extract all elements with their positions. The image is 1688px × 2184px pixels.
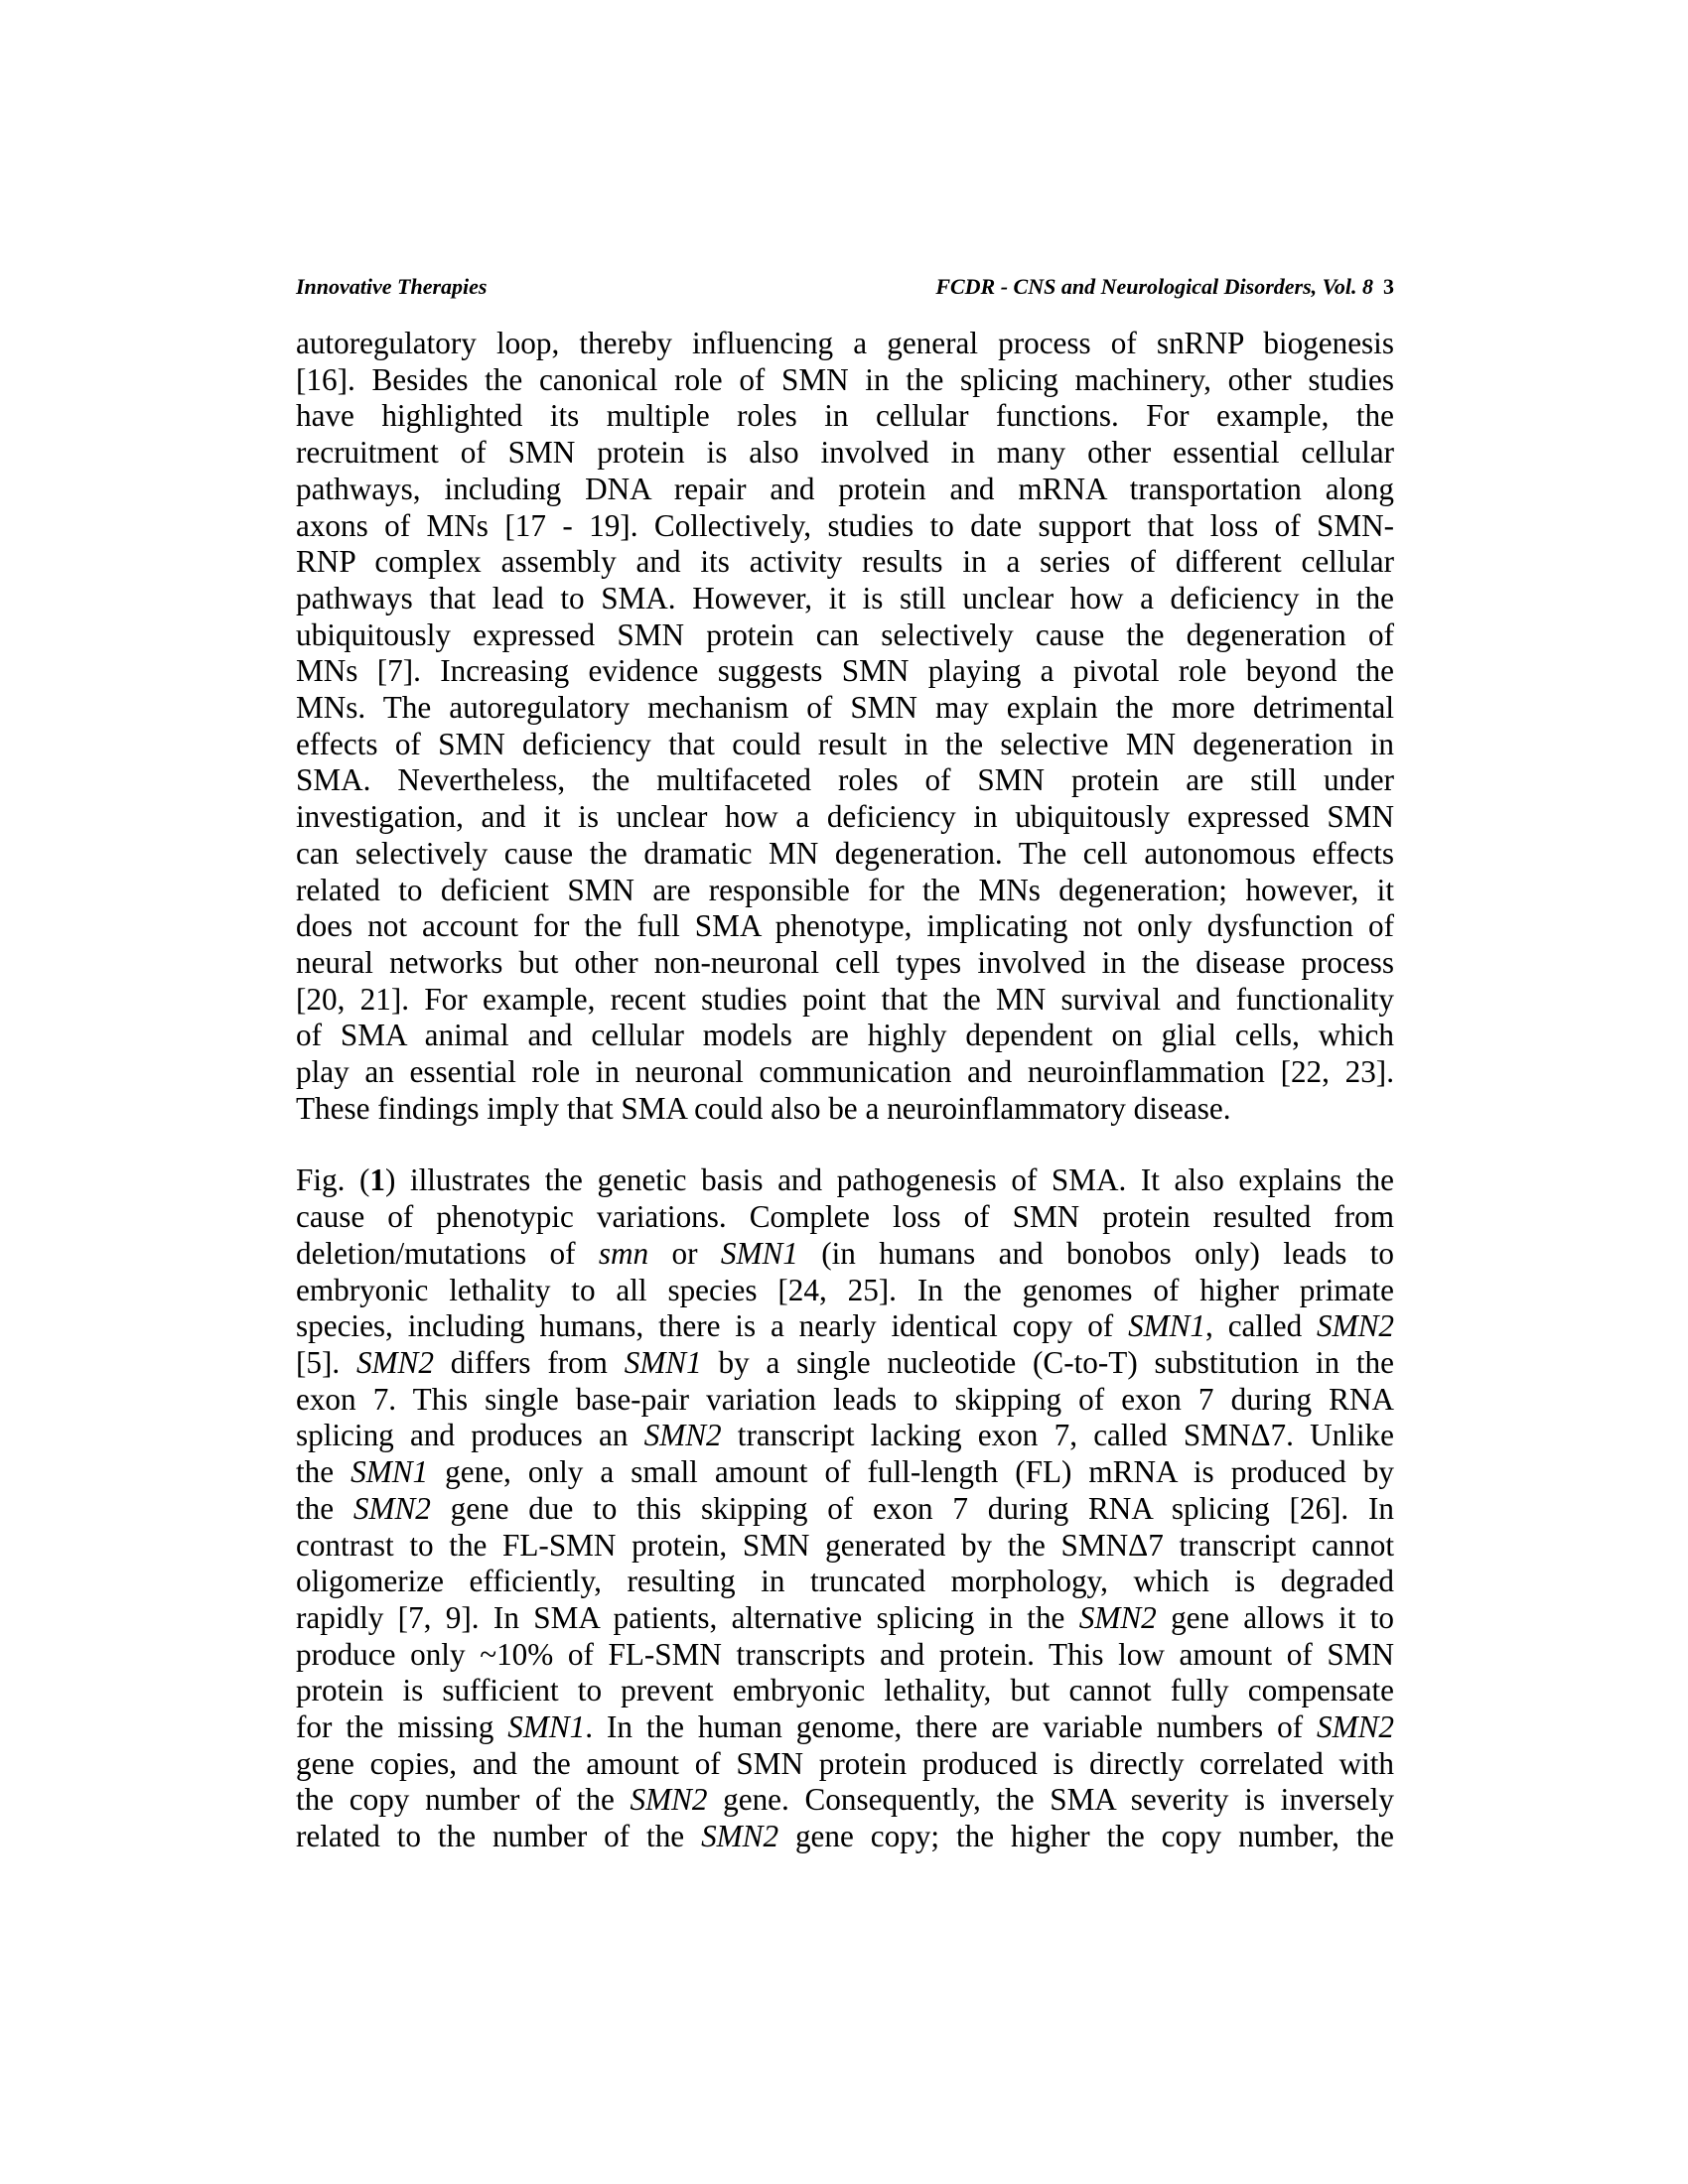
text-segment: oligomerize efficiently, resulting in truncated morphology, which is degraded (296, 1564, 1394, 1599)
text-segment: splicing and produces an (296, 1418, 644, 1453)
text-line (296, 1709, 1394, 1746)
italic-term: SMN1 (351, 1454, 429, 1490)
text-line (296, 544, 1394, 581)
text-line (296, 326, 1394, 362)
text-segment: [20, 21]. For example, recent studies point that the MN survival and functionality (296, 981, 1394, 1017)
text-line (296, 762, 1394, 799)
text-segment: deletion/mutations of (296, 1235, 599, 1271)
text-line (296, 435, 1394, 472)
italic-term: SMN2 (643, 1418, 722, 1453)
page-number: 3 (1383, 274, 1394, 299)
text-line (296, 1528, 1394, 1565)
text-line (296, 1236, 1394, 1273)
text-segment: ubiquitously expressed SMN protein can selectively cause the degeneration of (296, 616, 1394, 652)
italic-term: SMN2 (701, 1819, 779, 1854)
running-header (296, 274, 1394, 306)
text-segment: the copy number of the (296, 1782, 631, 1818)
text-line (296, 472, 1394, 508)
text-line (296, 1454, 1394, 1491)
text-segment: of SMA animal and cellular models are highly dependent on glial cells, which (296, 1018, 1394, 1053)
text-segment: RNP complex assembly and its activity results in a series of different cellular (296, 544, 1394, 580)
text-line (296, 1637, 1394, 1674)
text-segment: exon 7. This single base-pair variation leads to skipping of exon 7 during RNA (296, 1381, 1394, 1417)
text-line (296, 908, 1394, 945)
text-segment: gene copies, and the amount of SMN protein produced is directly correlated with (296, 1745, 1394, 1781)
text-line (296, 873, 1394, 909)
text-segment: gene. Consequently, the SMA severity is inversely (707, 1782, 1394, 1818)
text-line (296, 581, 1394, 617)
text-segment: gene due to this skipping of exon 7 during RNA splicing [26]. In (430, 1490, 1394, 1526)
text-segment: SMA. Nevertheless, the multifaceted roles of SMN protein are still under (296, 762, 1394, 798)
text-line (296, 362, 1394, 399)
text-segment: These findings imply that SMA could also be a neuroinflammatory disease. (296, 1090, 1231, 1126)
text-segment: have highlighted its multiple roles in cellular functions. For example, the (296, 398, 1394, 434)
figure-number: 1 (369, 1162, 385, 1198)
text-segment: Fig. ( (296, 1162, 370, 1198)
text-segment: by a single nucleotide (C-to-T) substitution in the (701, 1344, 1394, 1380)
paragraph (296, 326, 1394, 1127)
text-line (296, 508, 1394, 545)
text-segment: transcript lacking exon 7, called SMNΔ7. Unlike (721, 1418, 1394, 1453)
text-segment: the (296, 1454, 352, 1490)
text-segment: related to the number of the (296, 1819, 702, 1854)
text-segment: axons of MNs [17 - 19]. Collectively, studies to date support that loss of SMN- (296, 507, 1394, 543)
text-segment: gene allows it to (1156, 1599, 1394, 1635)
text-line (296, 1273, 1394, 1309)
text-line (296, 1418, 1394, 1454)
text-line (296, 1345, 1394, 1382)
journal-citation (935, 274, 1394, 300)
italic-term: SMN2 (1317, 1308, 1395, 1344)
text-segment: effects of SMN deficiency that could result in the selective MN degeneration in (296, 726, 1394, 761)
text-segment: related to deficient SMN are responsible for the MNs degeneration; however, it (296, 872, 1394, 907)
text-line (296, 1162, 1394, 1199)
text-segment: MNs. The autoregulatory mechanism of SMN may explain the more detrimental (296, 690, 1394, 726)
text-segment: gene copy; the higher the copy number, the (778, 1819, 1394, 1854)
text-line (296, 1819, 1394, 1855)
text-segment: [5]. (296, 1344, 356, 1380)
text-segment: differs from (433, 1344, 625, 1380)
italic-term: SMN2 (352, 1490, 431, 1526)
text-segment: species, including humans, there is a nearly identical copy of (296, 1308, 1129, 1344)
text-segment: [16]. Besides the canonical role of SMN in the splicing machinery, other studies (296, 361, 1394, 397)
text-segment: cause of phenotypic variations. Complete loss of SMN protein resulted from (296, 1199, 1394, 1235)
text-line (296, 1564, 1394, 1600)
text-line (296, 653, 1394, 690)
text-segment: , called (1205, 1308, 1318, 1344)
text-segment: the (296, 1490, 353, 1526)
text-segment: pathways, including DNA repair and protein and mRNA transportation along (296, 471, 1394, 506)
journal-section-title: Innovative Therapies (296, 274, 488, 299)
journal-name: FCDR - CNS and Neurological Disorders, Vol. 8 (935, 274, 1373, 299)
text-line (296, 1600, 1394, 1637)
text-segment: protein is sufficient to prevent embryonic lethality, but cannot fully compensate (296, 1673, 1394, 1708)
body-text (296, 326, 1394, 1855)
italic-term: smn (598, 1235, 649, 1271)
text-segment: contrast to the FL-SMN protein, SMN generated by the SMNΔ7 transcript cannot (296, 1527, 1394, 1563)
text-segment: gene, only a small amount of full-length (FL) mRNA is produced by (428, 1454, 1394, 1490)
text-line (296, 1018, 1394, 1054)
text-segment: or (648, 1235, 721, 1271)
text-segment: MNs [7]. Increasing evidence suggests SMN playing a pivotal role beyond the (296, 653, 1394, 689)
paragraph (296, 1162, 1394, 1854)
text-segment: produce only ~10% of FL-SMN transcripts and protein. This low amount of SMN (296, 1636, 1394, 1672)
text-segment: for the missing (296, 1709, 508, 1745)
text-line (296, 1054, 1394, 1091)
text-segment: play an essential role in neuronal communication and neuroinflammation [22, 23]. (296, 1054, 1394, 1090)
text-line (296, 1308, 1394, 1345)
text-segment: embryonic lethality to all species [24, 25]. In the genomes of higher primate (296, 1272, 1394, 1307)
text-line (296, 1491, 1394, 1528)
text-line (296, 945, 1394, 982)
text-line (296, 690, 1394, 727)
text-line (296, 727, 1394, 763)
italic-term: SMN2 (1078, 1599, 1157, 1635)
text-line (296, 398, 1394, 435)
text-line (296, 1782, 1394, 1819)
text-line (296, 982, 1394, 1019)
text-segment: (in humans and bonobos only) leads to (797, 1235, 1395, 1271)
text-line (296, 1382, 1394, 1419)
italic-term: SMN2 (630, 1782, 708, 1818)
text-line (296, 1199, 1394, 1236)
italic-term: SMN1 (507, 1709, 586, 1745)
text-line (296, 1673, 1394, 1709)
text-segment: recruitment of SMN protein is also involved in many other essential cellular (296, 435, 1394, 471)
text-segment: neural networks but other non-neuronal cell types involved in the disease process (296, 944, 1394, 980)
text-segment: does not account for the full SMA phenotype, implicating not only dysfunction of (296, 908, 1394, 944)
text-segment: . In the human genome, there are variable numbers of (585, 1709, 1318, 1745)
italic-term: SMN1 (1128, 1308, 1206, 1344)
text-line (296, 836, 1394, 873)
text-segment: rapidly [7, 9]. In SMA patients, alternative splicing in the (296, 1599, 1079, 1635)
text-segment: investigation, and it is unclear how a deficiency in ubiquitously expressed SMN (296, 799, 1394, 835)
italic-term: SMN1 (720, 1235, 798, 1271)
italic-term: SMN1 (624, 1344, 702, 1380)
text-line (296, 617, 1394, 654)
text-line (296, 1746, 1394, 1783)
italic-term: SMN2 (1317, 1709, 1394, 1745)
text-segment: autoregulatory loop, thereby influencing a general process of snRNP biogenesis (296, 326, 1394, 360)
text-segment: ) illustrates the genetic basis and pathogenesis of SMA. It also explains the (384, 1162, 1394, 1198)
text-segment: can selectively cause the dramatic MN degeneration. The cell autonomous effects (296, 835, 1394, 871)
text-segment: pathways that lead to SMA. However, it is still unclear how a deficiency in the (296, 580, 1394, 615)
text-line (296, 799, 1394, 836)
italic-term: SMN2 (355, 1344, 434, 1380)
text-line (296, 1091, 1394, 1128)
